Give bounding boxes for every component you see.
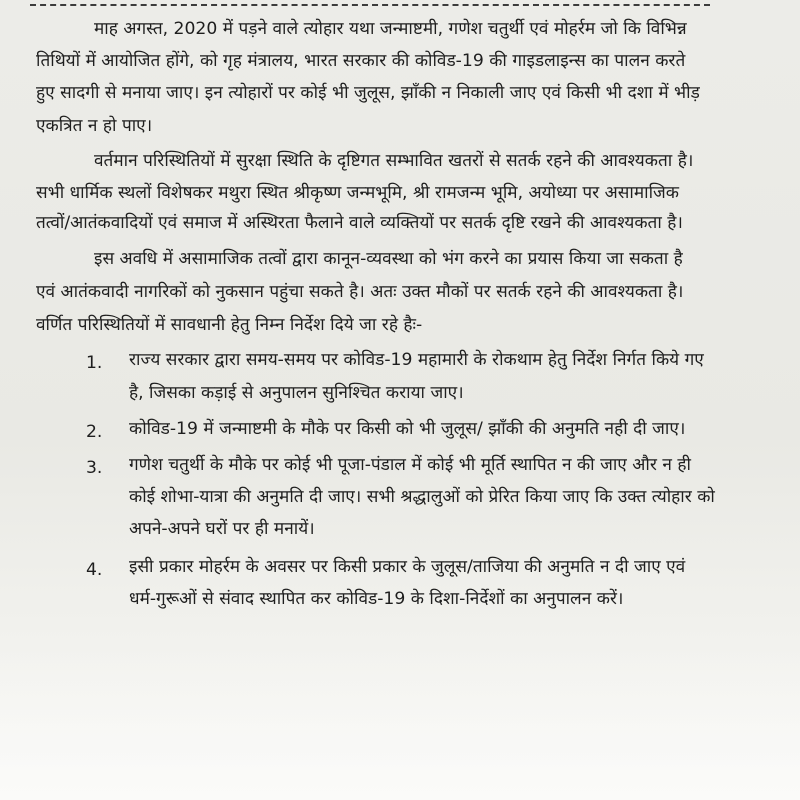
para3-line1: इस अवधि में असामाजिक तत्वों द्वारा कानून-व्यवस्था को भंग करने का प्रयास किया जा सकता है [94,249,683,269]
list-item-3-line2: कोई शोभा-यात्रा की अनुमति दी जाए। सभी श्रद्धालुओं को प्रेरित किया जाए कि उक्त त्योहार को [129,487,715,507]
list-item-2-line1: कोविड-19 में जन्माष्टमी के मौके पर किसी को भी जुलूस/ झाँकी की अनुमति नही दी जाए। [129,419,686,439]
list-item-4-line2: धर्म-गुरूओं से संवाद स्थापित कर कोविड-19 के दिशा-निर्देशों का अनुपालन करें। [129,589,624,609]
list-item-3-line1: गणेश चतुर्थी के मौके पर कोई भी पूजा-पंडाल में कोई भी मूर्ति स्थापित न की जाए और न ही [129,455,691,475]
para3-line2: एवं आतंकवादी नागरिकों को नुकसान पहुंचा सकते है। अतः उक्त मौकों पर सतर्क रहने की आवश्यकता है। [36,282,684,302]
para1-line3: हुए सादगी से मनाया जाए। इन त्योहारों पर कोई भी जुलूस, झाँकी न निकाली जाए एवं किसी भी दशा में भीड़ [36,83,700,103]
para1-line4: एकत्रित न हो पाए। [36,116,153,136]
list-item-number-2: 2. [86,422,103,442]
list-item-3-line3: अपने-अपने घरों पर ही मनायें। [129,519,315,539]
list-item-1-line2: है, जिसका कड़ाई से अनुपालन सुनिश्चित कराया जाए। [129,383,464,403]
list-item-4-line1: इसी प्रकार मोहर्रम के अवसर पर किसी प्रकार के जुलूस/ताजिया की अनुमति न दी जाए एवं [129,557,686,577]
para1-line2: तिथियों में आयोजित होंगे, को गृह मंत्रालय, भारत सरकार की कोविड-19 की गाइडलाइन्स का पालन करते [36,51,686,71]
list-item-number-3: 3. [86,458,103,478]
para1-line1: माह अगस्त, 2020 में पड़ने वाले त्योहार यथा जन्माष्टमी, गणेश चतुर्थी एवं मोहर्रम जो कि विभिन्न [94,19,687,39]
list-item-1-line1: राज्य सरकार द्वारा समय-समय पर कोविड-19 महामारी के रोकथाम हेतु निर्देश निर्गत किये गए [129,350,704,370]
para2-line3: तत्वों/आतंकवादियों एवं समाज में अस्थिरता फैलाने वाले व्यक्तियों पर सतर्क दृष्टि रखने की आवश्यकता है। [36,213,683,233]
para2-line2: सभी धार्मिक स्थलों विशेषकर मथुरा स्थित श्रीकृष्ण जन्मभूमि, श्री रामजन्म भूमि, अयोध्या पर असामाजिक [36,183,680,203]
para3-line3: वर्णित परिस्थितियों में सावधानी हेतु निम्न निर्देश दिये जा रहे हैः- [36,315,423,335]
list-item-number-1: 1. [86,353,103,373]
list-item-number-4: 4. [86,560,103,580]
para2-line1: वर्तमान परिस्थितियों में सुरक्षा स्थिति के दृष्टिगत सम्भावित खतरों से सतर्क रहने की आवश्यकता है। [94,151,694,171]
